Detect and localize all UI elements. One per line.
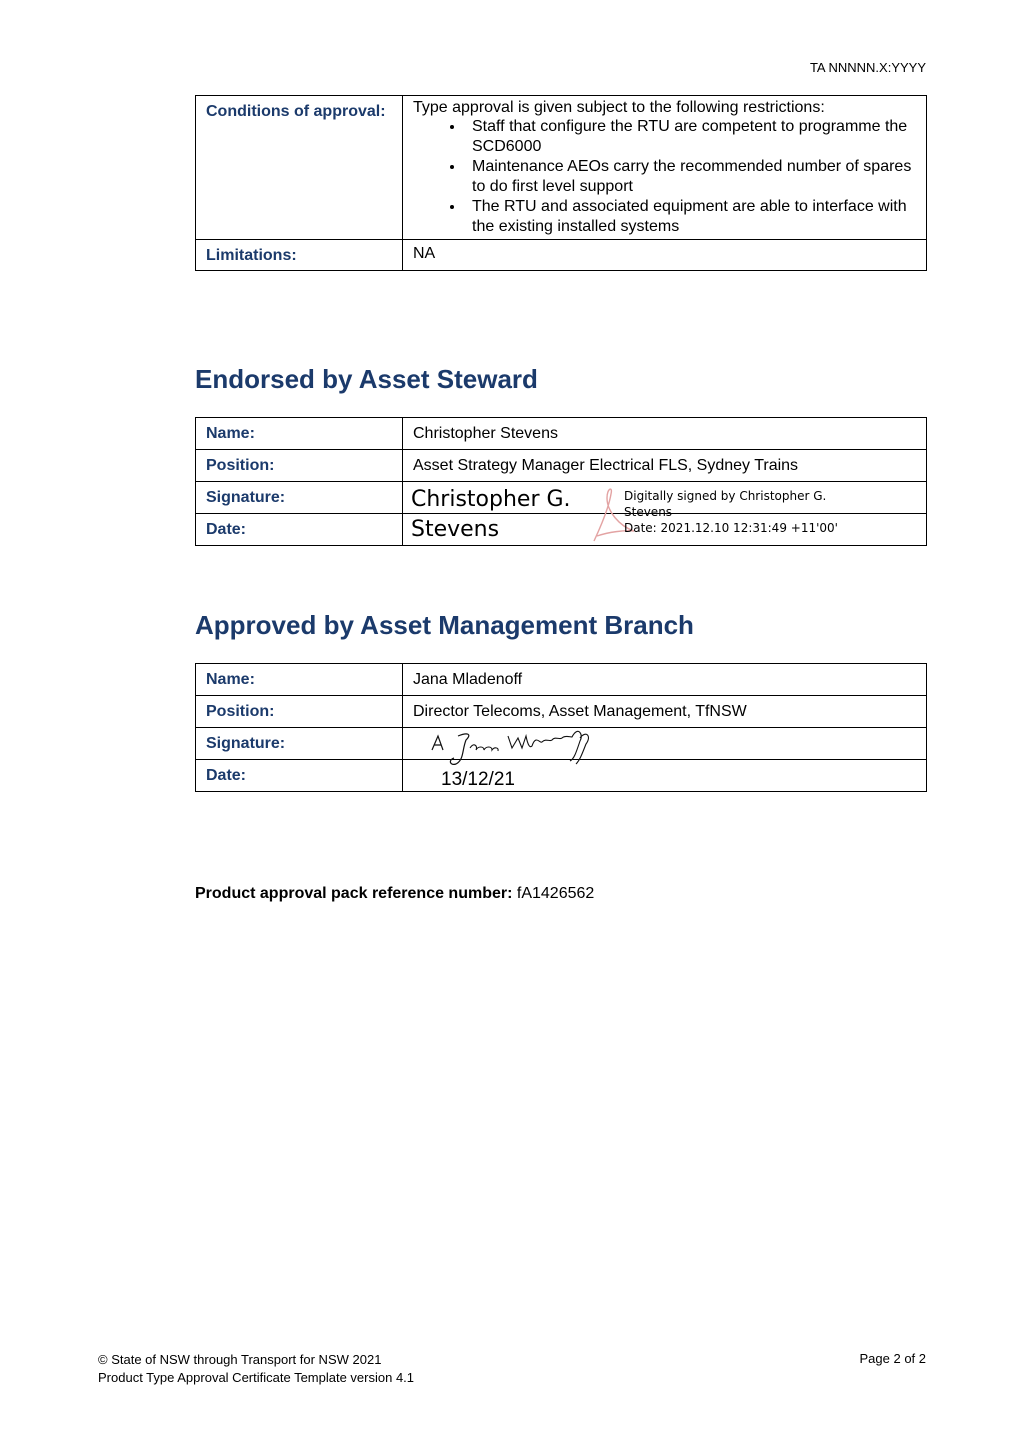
handwritten-date: 13/12/21 <box>441 769 515 790</box>
footer-left <box>98 1351 414 1387</box>
signed-by-line2: Stevens <box>624 505 673 519</box>
approved-position-label: Position: <box>196 696 403 728</box>
approved-heading: Approved by Asset Management Branch <box>195 610 694 640</box>
conditions-item: • Staff that configure the RTU are competent to programme the SCD6000 <box>465 117 916 157</box>
endorsed-name-label: Name: <box>196 418 403 450</box>
approved-name-row <box>196 664 927 696</box>
limitations-value: NA <box>403 240 927 271</box>
conditions-list <box>413 117 916 237</box>
approved-table <box>195 663 927 792</box>
endorsed-name-value: Christopher Stevens <box>403 418 927 450</box>
approved-signature-label: Signature: <box>196 728 403 760</box>
endorsed-signature-label: Signature: <box>196 482 403 514</box>
endorsed-position-label: Position: <box>196 450 403 482</box>
conditions-item: • The RTU and associated equipment are able to interface with the existing installed systems <box>465 197 916 237</box>
reference-number <box>195 885 594 903</box>
digital-signature-details <box>624 488 854 536</box>
footer-copyright: © State of NSW through Transport for NSW 2021 <box>98 1352 382 1367</box>
conditions-label: Conditions of approval: <box>196 96 403 240</box>
conditions-item: • Maintenance AEOs carry the recommended number of spares to do first level support <box>465 157 916 197</box>
reference-value: fA1426562 <box>516 885 595 902</box>
reference-label: Product approval pack reference number: <box>195 885 513 902</box>
approved-position-value: Director Telecoms, Asset Management, TfNSW <box>403 696 927 728</box>
endorsed-name-row <box>196 418 927 450</box>
approved-name-label: Name: <box>196 664 403 696</box>
signed-date: Date: 2021.12.10 12:31:49 +11'00' <box>624 521 838 535</box>
limitations-label: Limitations: <box>196 240 403 271</box>
limitations-row <box>196 240 927 271</box>
digital-signature[interactable] <box>409 484 914 546</box>
footer-template: Product Type Approval Certificate Template version 4.1 <box>98 1370 415 1385</box>
endorsed-position-value: Asset Strategy Manager Electrical FLS, Sydney Trains <box>403 450 927 482</box>
endorsed-date-label: Date: <box>196 514 403 546</box>
approved-name-value: Jana Mladenoff <box>403 664 927 696</box>
approved-date-label: Date: <box>196 760 403 792</box>
digital-signature-name-line2: Stevens <box>411 517 500 542</box>
digital-signature-name <box>411 485 571 545</box>
conditions-row <box>196 96 927 240</box>
handwritten-signature <box>428 730 608 770</box>
endorsed-position-row <box>196 450 927 482</box>
signed-by-line1: Digitally signed by Christopher G. <box>624 489 827 503</box>
conditions-intro: Type approval is given subject to the following restrictions: <box>413 99 825 116</box>
digital-signature-name-line1: Christopher G. <box>411 487 571 512</box>
conditions-content <box>403 96 927 240</box>
document-reference: TA NNNNN.X:YYYY <box>809 60 926 75</box>
endorsed-heading: Endorsed by Asset Steward <box>195 364 538 394</box>
conditions-table <box>195 95 927 271</box>
page-number: Page 2 of 2 <box>859 1351 926 1366</box>
approved-position-row <box>196 696 927 728</box>
